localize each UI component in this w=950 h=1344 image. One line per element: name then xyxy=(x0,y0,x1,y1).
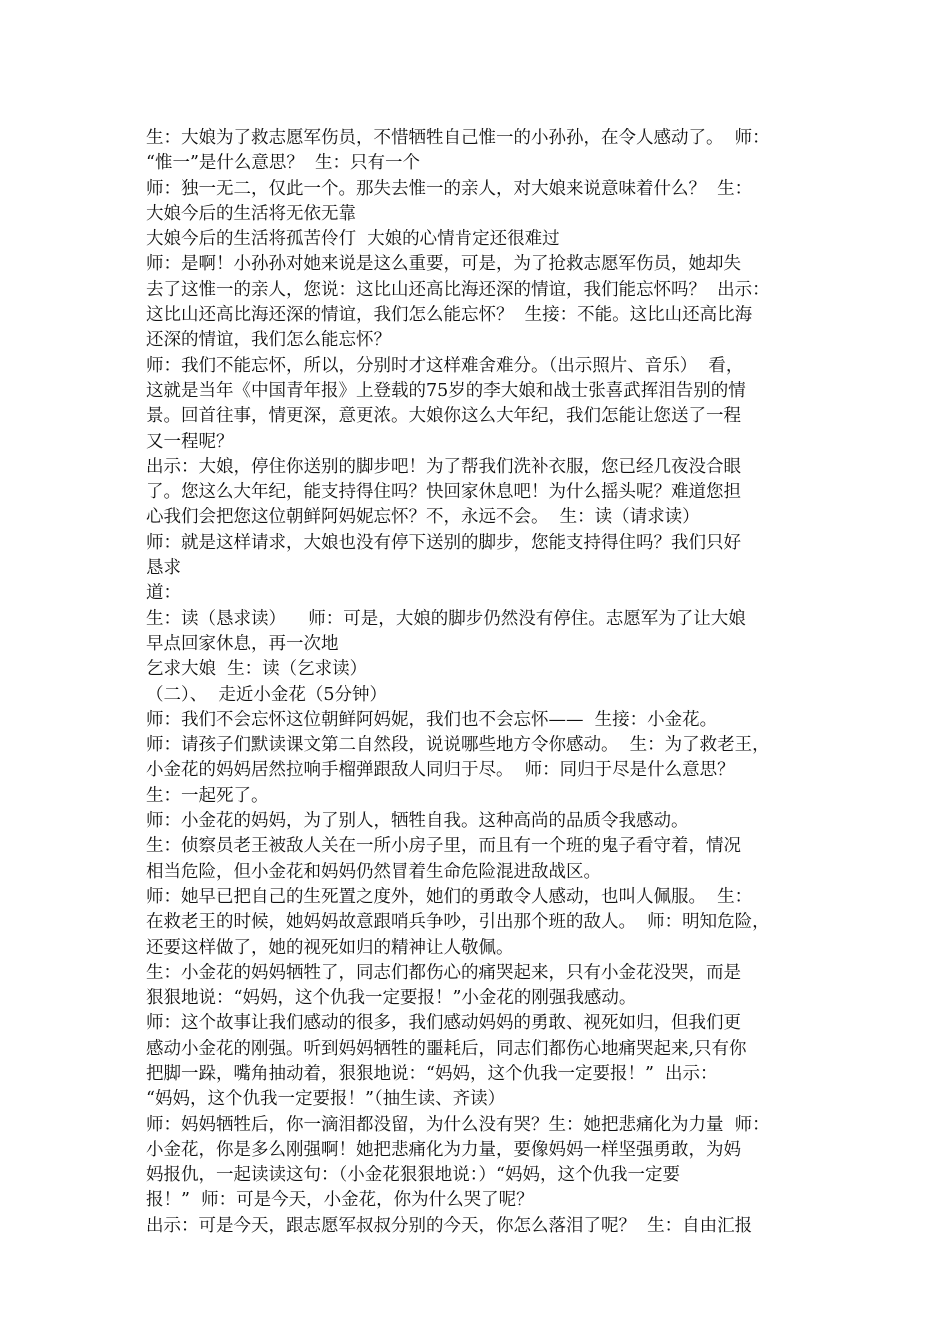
text-line: 师：她早已把自己的生死置之度外，她们的勇敢令人感动，也叫人佩服。 生： xyxy=(146,886,753,907)
text-line: “妈妈，这个仇我一定要报！”（抽生读、齐读） xyxy=(146,1089,506,1110)
text-line: 还要这样做了，她的视死如归的精神让人敬佩。 xyxy=(146,937,514,958)
text-line: 去了这惟一的亲人，您说：这比山还高比海还深的情谊，我们能忘怀吗？ 出示： xyxy=(146,279,770,300)
text-line: 这比山还高比海还深的情谊，我们怎么能忘怀？ 生接：不能。这比山还高比海 xyxy=(146,305,753,326)
text-line: 生：大娘为了救志愿军伤员，不惜牺牲自己惟一的小孙孙，在令人感动了。 师： xyxy=(146,128,770,148)
text-line: 师：我们不会忘怀这位朝鲜阿妈妮，我们也不会忘怀—— 生接：小金花。 xyxy=(146,709,718,730)
text-line: 景。回首往事，情更深，意更浓。大娘你这么大年纪，我们怎能让您送了一程 xyxy=(146,406,741,427)
text-line: 妈报仇，一起读读这句：（小金花狠狠地说：）“妈妈，这个仇我一定要 xyxy=(146,1165,680,1186)
text-line: 师：是啊！小孙孙对她来说是这么重要，可是，为了抢救志愿军伤员，她却失 xyxy=(146,254,741,275)
text-line: 小金花的妈妈居然拉响手榴弹跟敌人同归于尽。 师：同归于尽是什么意思？ xyxy=(146,760,735,781)
text-line: 师：独一无二，仅此一个。那失去惟一的亲人，对大娘来说意味着什么？ 生： xyxy=(146,178,753,199)
document-page xyxy=(146,126,812,1239)
text-line: 师：这个故事让我们感动的很多，我们感动妈妈的勇敢、视死如归，但我们更 xyxy=(146,1013,741,1034)
text-line: 师：小金花的妈妈，为了别人，牺牲自我。这种高尚的品质令我感动。 xyxy=(146,811,689,832)
text-line: 恳求 xyxy=(146,558,181,579)
text-line: 还深的情谊，我们怎么能忘怀？ xyxy=(146,330,391,351)
text-line: 这就是当年《中国青年报》上登载的75岁的李大娘和战士张喜武挥泪告别的情 xyxy=(146,380,746,401)
text-line: 师：我们不能忘怀，所以，分别时才这样难舍难分。（出示照片、音乐） 看， xyxy=(146,355,744,376)
text-line: 道： xyxy=(146,583,181,604)
text-line: 生：一起死了。 xyxy=(146,785,269,806)
text-line: 大娘今后的生活将孤苦伶仃 大娘的心情肯定还很难过 xyxy=(146,229,560,250)
text-line: 生：侦察员老王被敌人关在一所小房子里，而且有一个班的鬼子看守着，情况 xyxy=(146,836,741,857)
text-line: 把脚一跺，嘴角抽动着，狠狠地说：“妈妈，这个仇我一定要报！” 出示： xyxy=(146,1063,718,1084)
text-line: 感动小金花的刚强。听到妈妈牺牲的噩耗后，同志们都伤心地痛哭起来,只有你 xyxy=(146,1038,747,1059)
text-line: 师：请孩子们默读课文第二自然段，说说哪些地方令你感动。 生：为了救老王， xyxy=(146,735,770,756)
text-line: 师：妈妈牺牲后，你一滴泪都没留，为什么没有哭？生：她把悲痛化为力量 师： xyxy=(146,1114,770,1135)
text-line: 大娘今后的生活将无依无靠 xyxy=(146,203,356,224)
text-line: 在救老王的时候，她妈妈故意跟哨兵争吵，引出那个班的敌人。 师：明知危险， xyxy=(146,912,770,933)
text-line: （二）、 走近小金花（5分钟） xyxy=(146,684,388,705)
text-line: 又一程呢？ xyxy=(146,431,234,452)
text-line: 生：读（恳求读） 师：可是，大娘的脚步仍然没有停住。志愿军为了让大娘 xyxy=(146,608,746,629)
text-line: 相当危险，但小金花和妈妈仍然冒着生命危险混进敌战区。 xyxy=(146,861,601,882)
text-line: 早点回家休息，再一次地 xyxy=(146,633,339,654)
text-line: 乞求大娘 生：读（乞求读） xyxy=(146,659,368,680)
text-line: 狠狠地说：“妈妈，这个仇我一定要报！”小金花的刚强我感动。 xyxy=(146,988,637,1009)
text-line: 师：就是这样请求，大娘也没有停下送别的脚步，您能支持得住吗？我们只好 xyxy=(146,532,741,553)
text-line: 心我们会把您这位朝鲜阿妈妮忘怀？不，永远不会。 生：读（请求读） xyxy=(146,507,700,528)
text-line: 了。您这么大年纪，能支持得住吗？快回家休息吧！为什么摇头呢？难道您担 xyxy=(146,482,741,503)
text-line: “惟一”是什么意思？ 生：只有一个 xyxy=(146,153,421,174)
text-line: 报！” 师：可是今天，小金花，你为什么哭了呢？ xyxy=(146,1190,534,1211)
text-line: 小金花，你是多么刚强啊！她把悲痛化为力量，要像妈妈一样坚强勇敢，为妈 xyxy=(146,1139,741,1160)
text-line: 生：小金花的妈妈牺牲了，同志们都伤心的痛哭起来，只有小金花没哭，而是 xyxy=(146,962,741,983)
text-line: 出示：可是今天，跟志愿军叔叔分别的今天，你怎么落泪了呢？ 生：自由汇报 xyxy=(146,1215,753,1236)
text-line: 出示：大娘，停住你送别的脚步吧！为了帮我们洗补衣服，您已经几夜没合眼 xyxy=(146,456,741,477)
